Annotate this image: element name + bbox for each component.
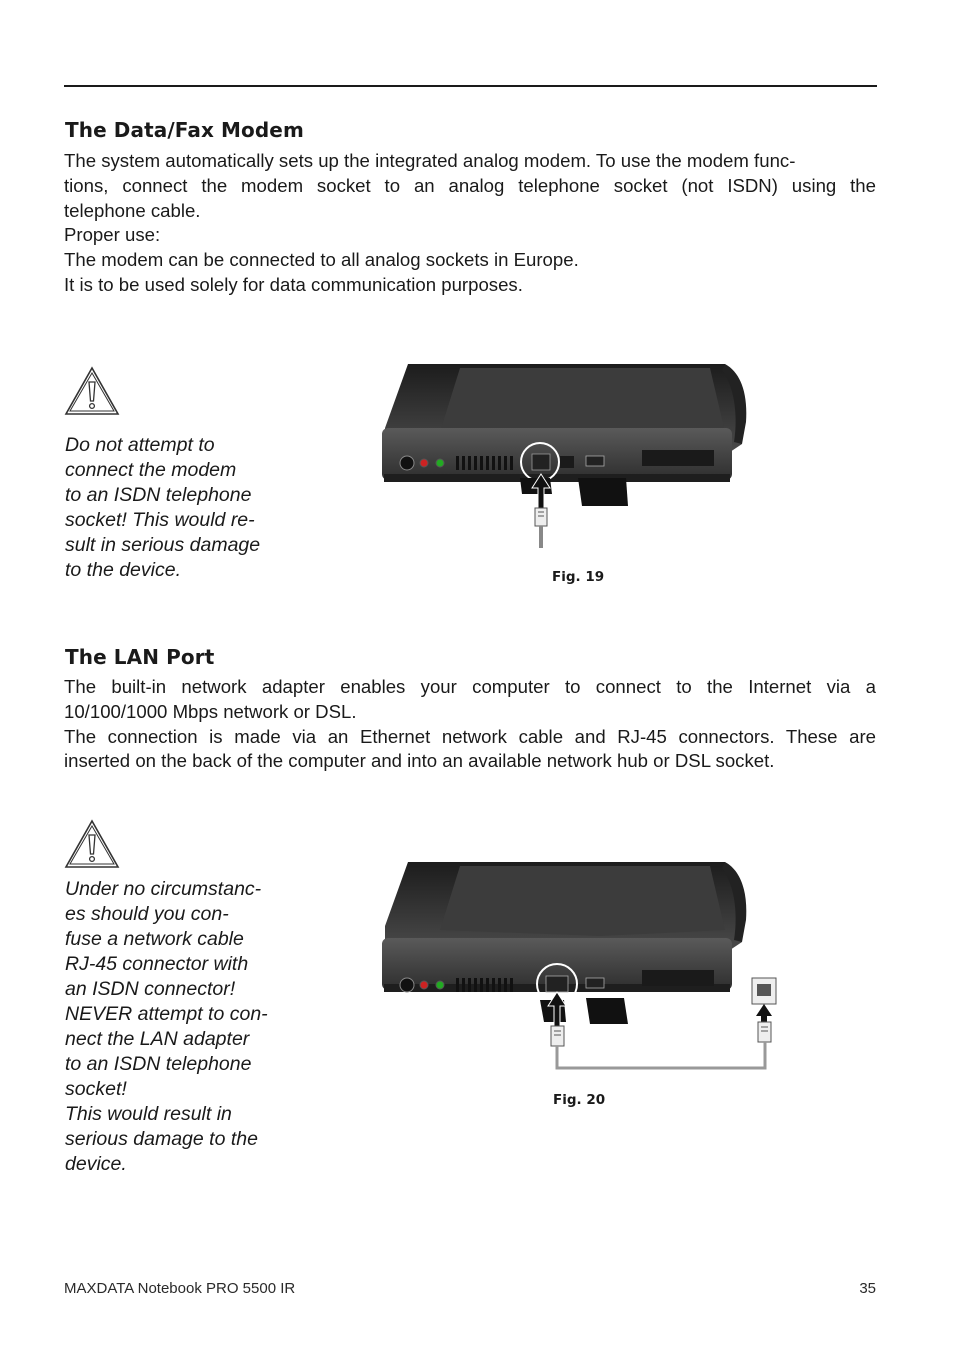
- modem-warning-text: Do not attempt to connect the modem to an ISDN telephone socket! This would re- sult in serious damage to the device.: [65, 434, 261, 581]
- figure-caption-19: Fig. 19: [552, 569, 605, 585]
- modem-line-2: tions, connect the modem socket to an analog telephone socket (not ISDN) using the: [64, 174, 876, 196]
- modem-line-4: Proper use:: [64, 224, 161, 246]
- lan-line-3: The connection is made via an Ethernet network cable and RJ-45 connectors. These are: [64, 725, 876, 747]
- section-heading-lan: The LAN Port: [65, 645, 215, 669]
- lan-line-2: 10/100/1000 Mbps network or DSL.: [64, 700, 357, 722]
- header-rule: [64, 85, 877, 87]
- lan-connection-figure: [380, 860, 780, 1076]
- modem-line-6: It is to be used solely for data communication purposes.: [64, 273, 523, 295]
- page-number: 35: [859, 1280, 876, 1297]
- section-heading-modem: The Data/Fax Modem: [65, 118, 304, 142]
- lan-line-4: inserted on the back of the computer and into an available network hub or DSL socket.: [64, 750, 775, 772]
- footer-product-name: MAXDATA Notebook PRO 5500 IR: [64, 1280, 296, 1297]
- modem-line-1: The system automatically sets up the integrated analog modem. To use the modem func-: [64, 150, 796, 171]
- warning-triangle-icon: [63, 365, 121, 417]
- lan-body-text: [64, 675, 876, 774]
- modem-line-3: telephone cable.: [64, 199, 201, 221]
- modem-body-text: [64, 149, 876, 298]
- modem-connection-figure: [380, 362, 750, 552]
- lan-line-1: The built-in network adapter enables your computer to connect to the Internet via a: [64, 676, 876, 697]
- figure-caption-20: Fig. 20: [553, 1092, 606, 1108]
- modem-line-5: The modem can be connected to all analog sockets in Europe.: [64, 249, 579, 271]
- warning-triangle-icon: [63, 818, 121, 870]
- lan-warning-text: Under no circumstanc- es should you con- fuse a network cable RJ-45 connector with an ISDN connector! NEVER attempt to con- nect the LAN adapter to an ISDN telephone socket! This would result in serious damage to the device.: [65, 878, 268, 1175]
